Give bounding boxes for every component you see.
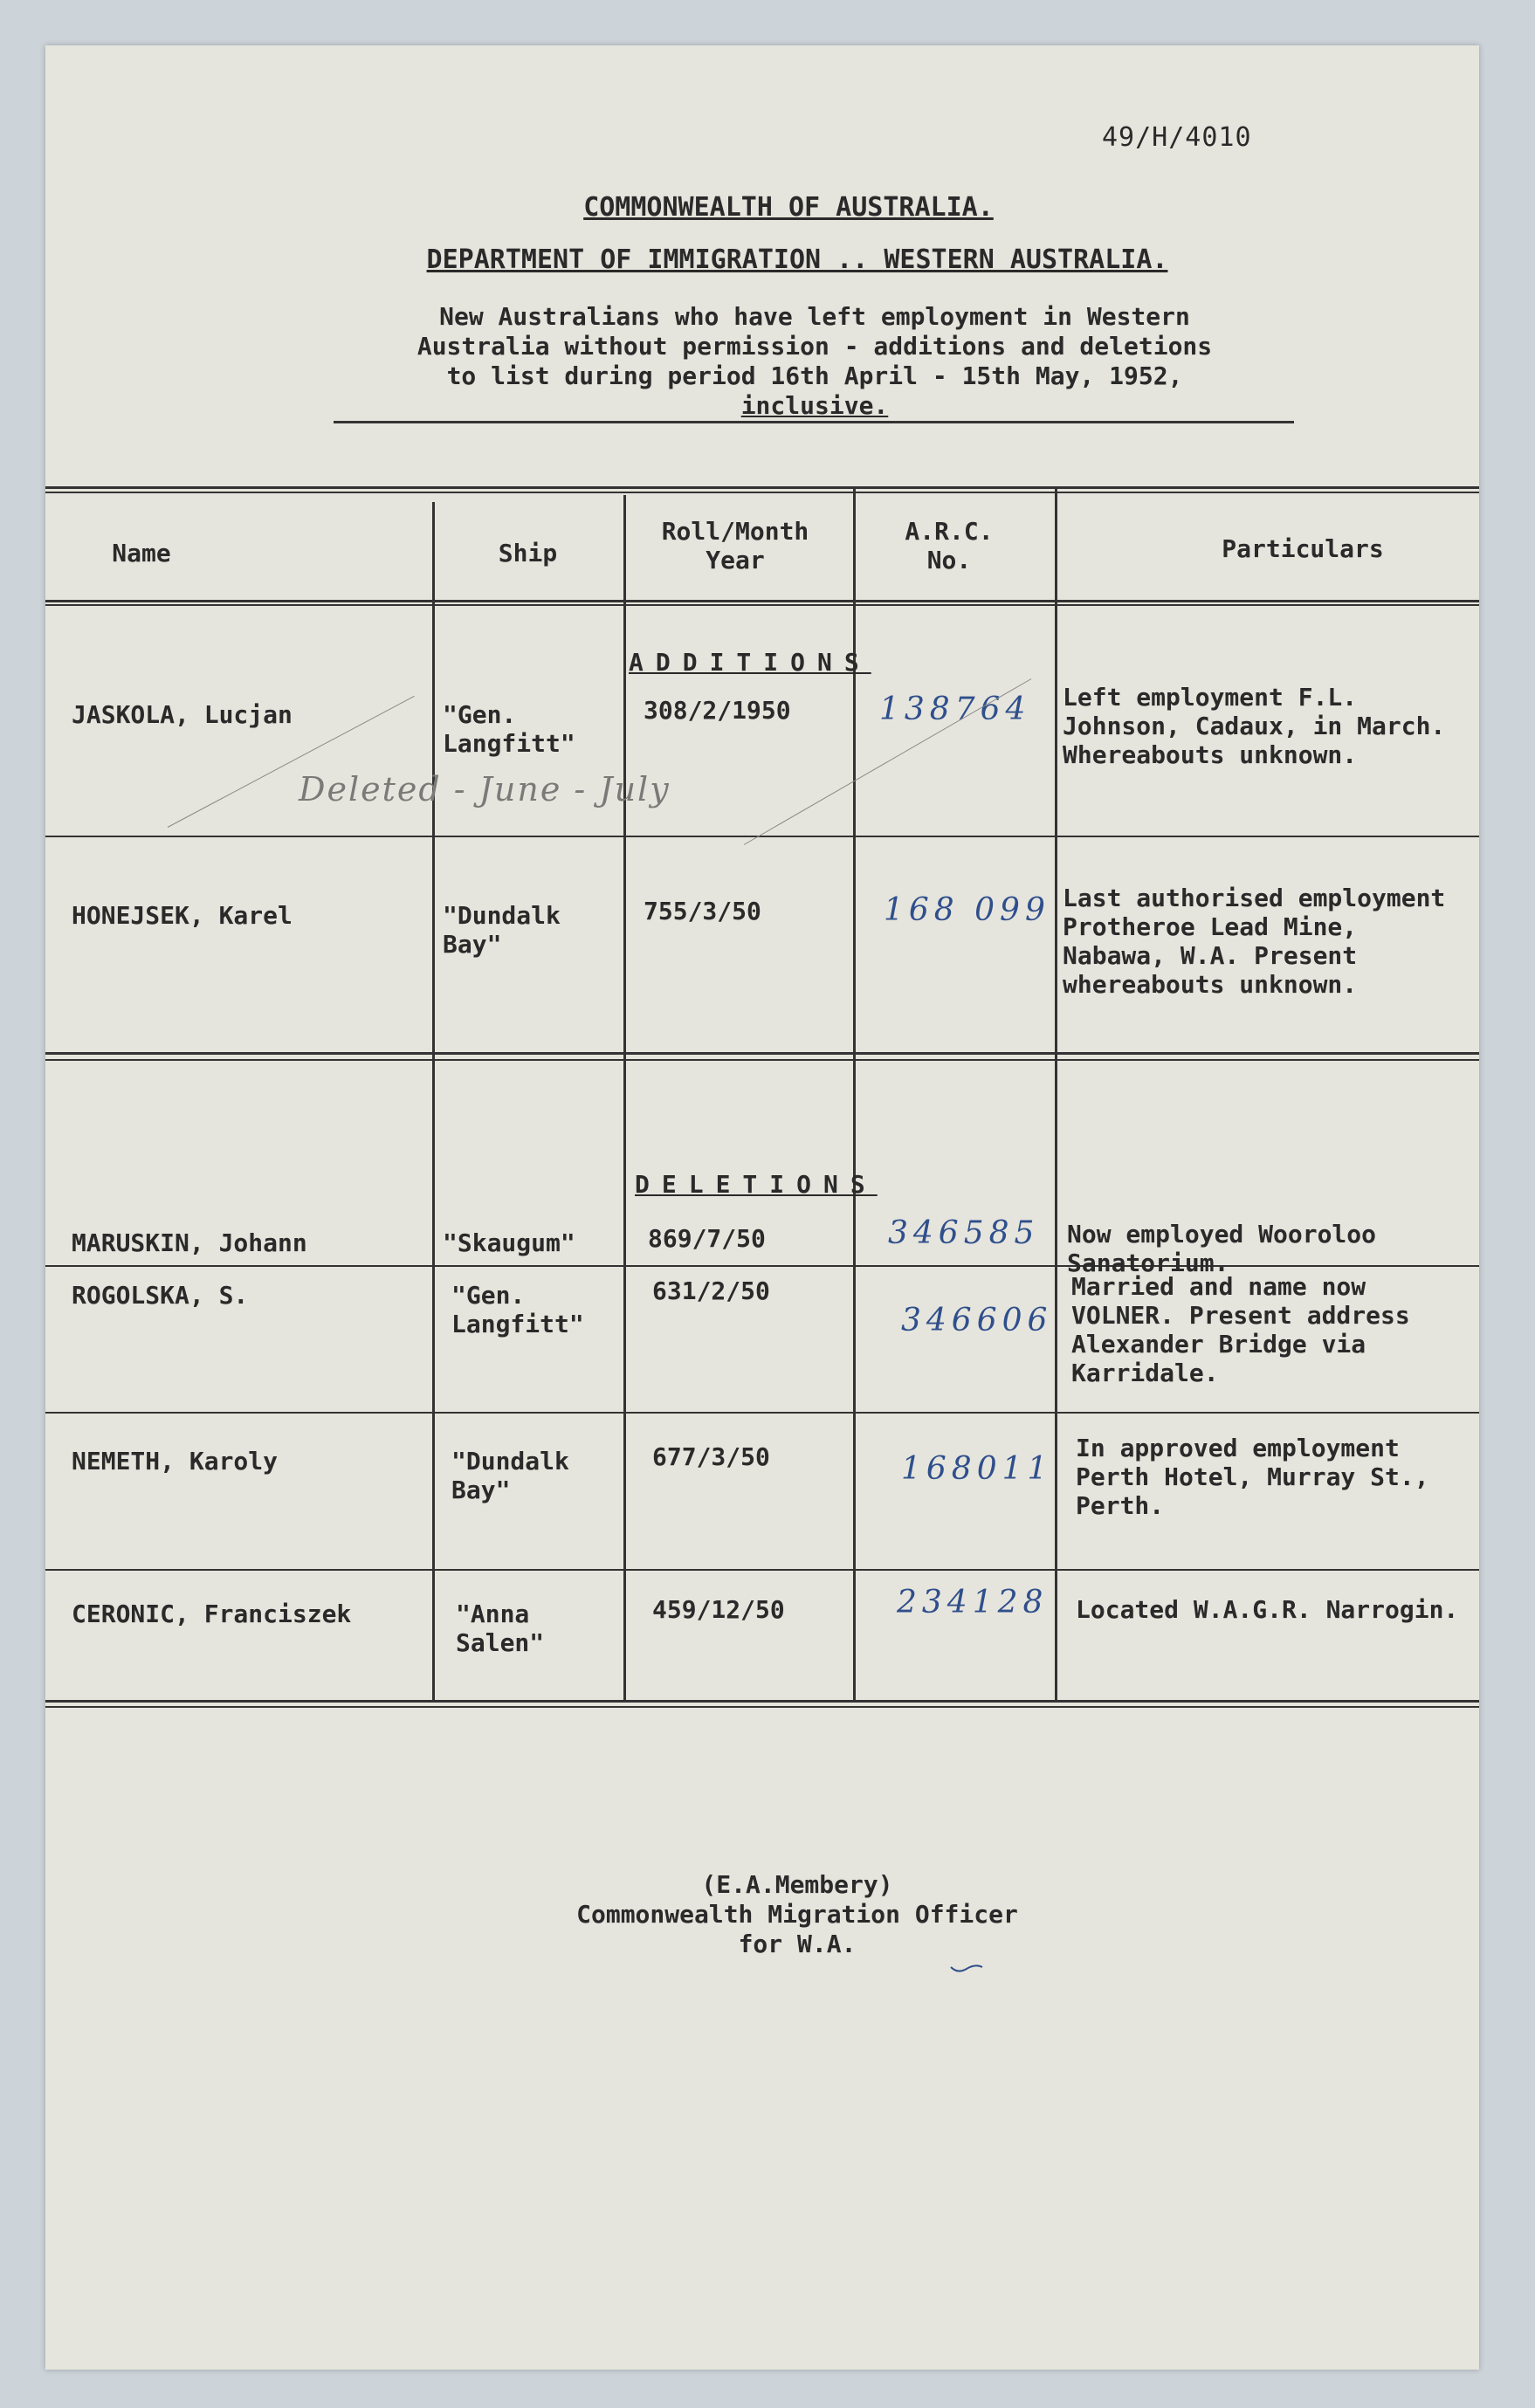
document-page [45, 45, 1479, 2370]
signature-block [45, 1870, 1479, 1959]
addition-particulars: Last authorised employment Protheroe Lead Mine, Nabawa, W.A. Present whereabouts unknown. [1063, 884, 1446, 999]
signatory-region: for W.A. [738, 1930, 857, 1958]
deletion-particulars: Now employed Wooroloo Sanatorium. [1067, 1220, 1377, 1277]
table-rule [45, 600, 1479, 602]
table-rule [45, 1706, 1479, 1708]
addition-arc-number: 168 099 [884, 892, 1050, 928]
signatory-title: Commonwealth Migration Officer [576, 1900, 1018, 1929]
deletion-name: CERONIC, Franciszek [72, 1600, 352, 1628]
column-header-ship: Ship [498, 539, 558, 568]
addition-particulars: Left employment F.L. Johnson, Cadaux, in March. Whereabouts unknown. [1063, 683, 1446, 769]
deletion-roll: 459/12/50 [652, 1595, 785, 1624]
title-rule [334, 421, 1294, 423]
deletion-roll: 869/7/50 [648, 1224, 766, 1253]
table-rule [45, 1412, 1479, 1414]
deletion-roll: 631/2/50 [652, 1276, 770, 1305]
table-rule [45, 1052, 1479, 1055]
deletion-particulars: In approved employment Perth Hotel, Murray St., Perth. [1076, 1434, 1429, 1520]
table-rule [45, 1569, 1479, 1571]
addition-arc-number: 138764 [879, 691, 1031, 727]
heading-commonwealth: COMMONWEALTH OF AUSTRALIA. [583, 192, 994, 223]
handwritten-initial [949, 1962, 984, 1976]
section-deletions: DELETIONS [635, 1170, 878, 1199]
column-rule [432, 502, 435, 1700]
reference-number: 49/H/4010 [1102, 122, 1252, 153]
subtitle-line: inclusive. [740, 391, 889, 420]
table-rule [45, 836, 1479, 837]
addition-roll: 308/2/1950 [644, 696, 791, 725]
employment-table [45, 486, 1479, 1709]
addition-ship: "Dundalk Bay" [443, 901, 561, 959]
deletion-arc-number: 346606 [901, 1303, 1053, 1338]
deletion-ship: "Anna Salen" [456, 1600, 545, 1657]
deletion-arc-number: 234128 [897, 1585, 1049, 1620]
column-header-name: Name [112, 539, 171, 568]
addition-name: HONEJSEK, Karel [72, 901, 293, 930]
column-rule [1055, 486, 1057, 1700]
deletion-ship: "Dundalk Bay" [451, 1447, 569, 1504]
heading-department: DEPARTMENT OF IMMIGRATION .. WESTERN AUSTRALIA. [426, 244, 1168, 275]
deletion-particulars: Located W.A.G.R. Narrogin. [1076, 1595, 1459, 1624]
deletion-name: ROGOLSKA, S. [72, 1281, 249, 1310]
table-rule [45, 1700, 1479, 1703]
table-rule [45, 492, 1479, 493]
deletion-name: MARUSKIN, Johann [72, 1228, 307, 1257]
addition-name: JASKOLA, Lucjan [72, 700, 293, 729]
table-rule [45, 1059, 1479, 1061]
subtitle-line: New Australians who have left employment in Western [439, 302, 1190, 331]
deletion-arc-number: 346585 [888, 1215, 1040, 1251]
table-rule [45, 486, 1479, 489]
deletion-roll: 677/3/50 [652, 1442, 770, 1471]
table-rule [45, 604, 1479, 606]
deletion-arc-number: 168011 [901, 1451, 1053, 1487]
deletion-annotation: Deleted - June - July [299, 770, 671, 808]
section-additions: ADDITIONS [629, 648, 871, 677]
column-header-roll: Roll/Month Year [661, 517, 809, 574]
deletion-ship: "Skaugum" [443, 1228, 575, 1257]
subtitle-line: Australia without permission - additions and deletions [416, 332, 1213, 361]
addition-ship: "Gen. Langfitt" [443, 700, 575, 758]
heading-subtitle [45, 302, 1479, 421]
column-header-arc: A.R.C. No. [905, 517, 994, 574]
column-rule [623, 495, 626, 1700]
deletion-particulars: Married and name now VOLNER. Present address Alexander Bridge via Karridale. [1071, 1272, 1410, 1387]
deletion-name: NEMETH, Karoly [72, 1447, 279, 1476]
column-header-particulars: Particulars [1222, 534, 1384, 563]
subtitle-line: to list during period 16th April - 15th May, 1952, [446, 361, 1183, 390]
deletion-ship: "Gen. Langfitt" [451, 1281, 584, 1338]
addition-roll: 755/3/50 [644, 897, 761, 925]
signatory-name: (E.A.Membery) [701, 1870, 893, 1899]
